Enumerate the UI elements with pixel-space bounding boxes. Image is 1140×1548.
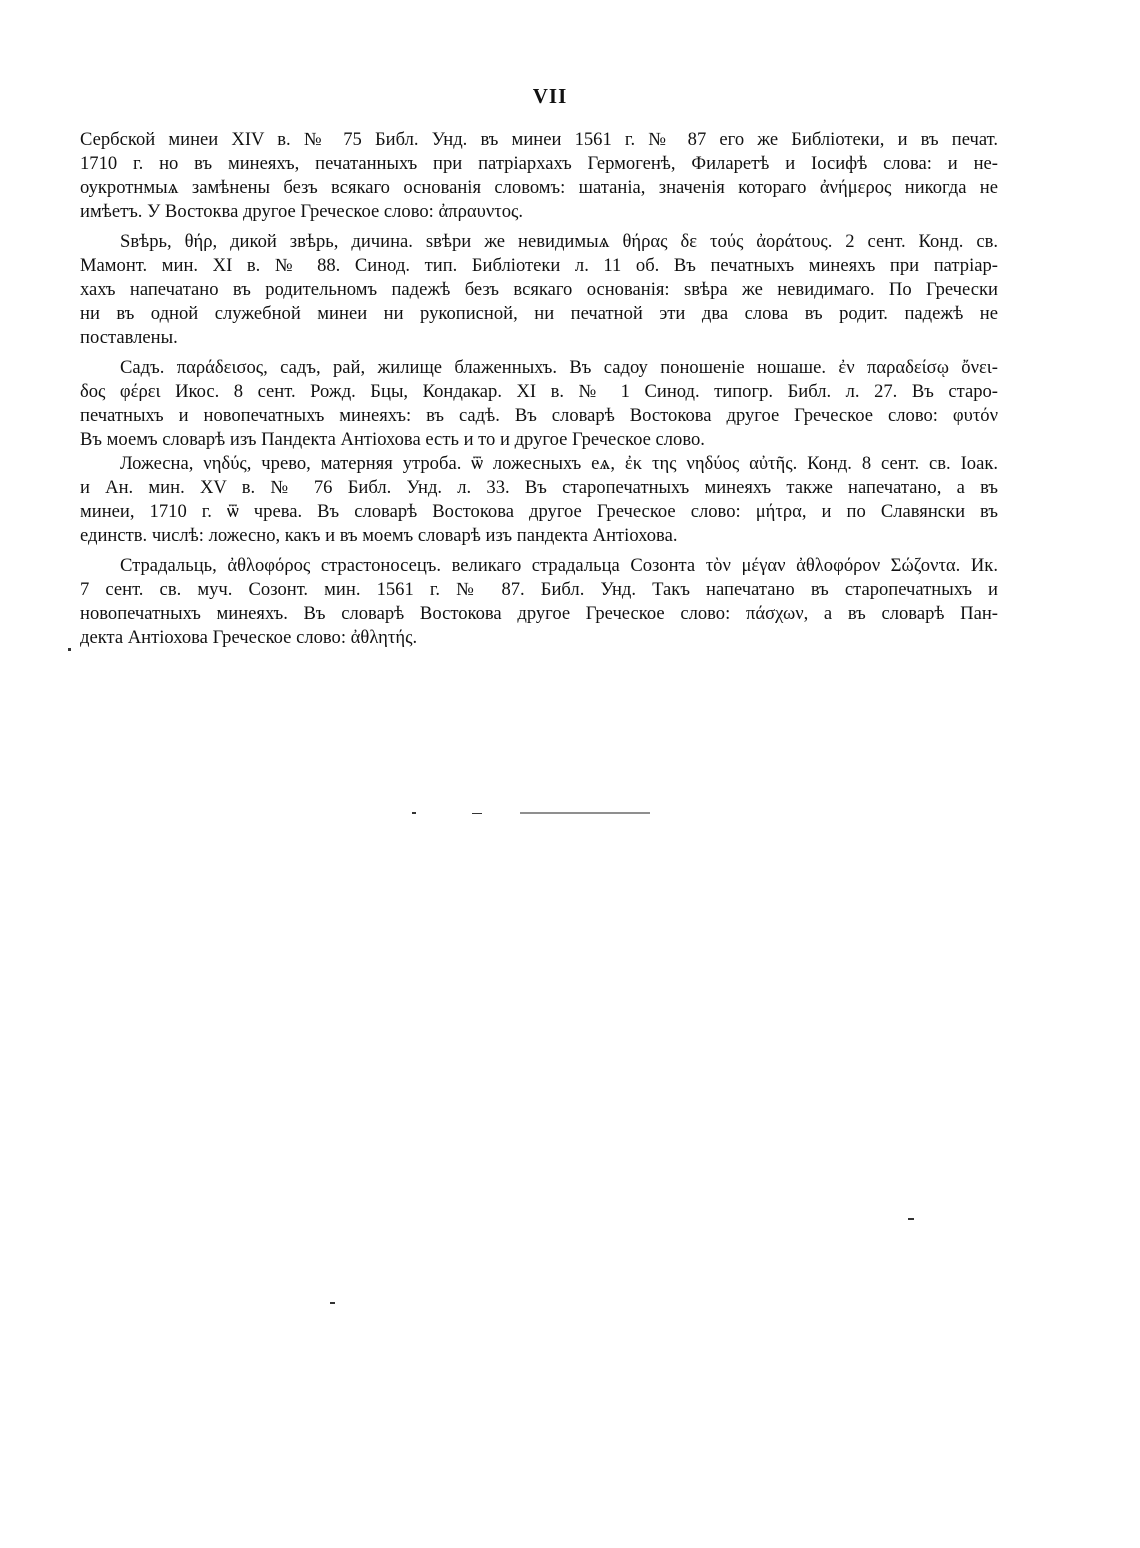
text-line: минеи, 1710 г. ѿ чрева. Въ словарѣ Востокова другое Греческое слово: μήτρα, и по Славянски въ <box>80 501 998 522</box>
text-line: новопечатныхъ минеяхъ. Въ словарѣ Востокова другое Греческое слово: πάσχων, а въ словарѣ Пан- <box>80 603 998 624</box>
page-number: VII <box>532 84 568 108</box>
text-line: Страдальць, ἀθλοφόρος страстоносецъ. великаго страдальца Созонта τὸν μέγαν ἀθλοφόρον Σώζοντα. Ик. <box>120 555 998 576</box>
text-line: Въ моемъ словарѣ изъ Пандекта Антіохова есть и то и другое Греческое слово. <box>80 429 705 450</box>
paragraph <box>80 554 998 650</box>
text-line: δος φέρει Икос. 8 сент. Рожд. Бцы, Кондакар. XI в. № 1 Синод. типогр. Библ. л. 27. Въ старо- <box>80 381 998 402</box>
text-line: Садъ. παράδεισος, садъ, рай, жилище блаженныхъ. Въ садоу поношеніе ношаше. ἐν παραδείσῳ ὄνει- <box>120 357 998 378</box>
text-line: оукротнмыѧ замѣнены безъ всякаго основанія словомъ: шатаніа, значенія котораго ἀνήμερος никогда не <box>80 177 998 198</box>
scan-artifact <box>520 812 650 814</box>
text-line: декта Антіохова Греческое слово: ἀθλητής. <box>80 627 418 648</box>
paragraph <box>80 356 998 452</box>
document-body <box>80 128 998 650</box>
text-line: Сербской минеи XIV в. № 75 Библ. Унд. въ минеи 1561 г. № 87 его же Библіотеки, и въ печат. <box>80 129 998 150</box>
text-line: 7 сент. св. муч. Созонт. мин. 1561 г. № 87. Библ. Унд. Такъ напечатано въ старопечатныхъ и <box>80 579 998 600</box>
scan-artifact <box>908 1218 914 1220</box>
paragraph <box>80 452 998 548</box>
scan-artifact <box>472 813 482 814</box>
text-line: поставлены. <box>80 327 178 348</box>
scan-artifact <box>412 812 416 814</box>
scan-artifact <box>330 1302 335 1304</box>
scan-artifact <box>68 648 71 651</box>
text-line: хахъ напечатано въ родительномъ падежѣ безъ всякаго основанія: ѕвѣра же невидимаго. По Гречески <box>80 279 998 300</box>
text-line: ни въ одной служебной минеи ни рукописной, ни печатной эти два слова въ родит. падежѣ не <box>80 303 998 324</box>
text-line: печатныхъ и новопечатныхъ минеяхъ: въ садѣ. Въ словарѣ Востокова другое Греческое слово: φυτόν <box>80 405 998 426</box>
text-line: Ложесна, νηδύς, чрево, матерняя утроба. ѿ ложесныхъ еѧ, ἐκ της νηδύος αὐτῆς. Конд. 8 сент. св. Іоак. <box>120 453 998 474</box>
text-line: единств. числѣ: ложесно, какъ и въ моемъ словарѣ изъ пандекта Антіохова. <box>80 525 678 546</box>
text-line: Мамонт. мин. XI в. № 88. Синод. тип. Библіотеки л. 11 об. Въ печатныхъ минеяхъ при патріар- <box>80 255 998 276</box>
text-line: имѣетъ. У Востоква другое Греческое слово: ἀπραυντος. <box>80 201 524 222</box>
text-line: и Ан. мин. XV в. № 76 Библ. Унд. л. 33. Въ старопечатныхъ минеяхъ также напечатано, а въ <box>80 477 998 498</box>
paragraph <box>80 128 998 224</box>
text-line: Ѕвѣрь, θήρ, дикой звѣрь, дичина. ѕвѣри же невидимыѧ θήρας δε τούς ἀοράτους. 2 сент. Конд. св. <box>120 231 998 252</box>
text-line: 1710 г. но въ минеяхъ, печатанныхъ при патріархахъ Гермогенѣ, Филаретѣ и Іосифѣ слова: и не- <box>80 153 998 174</box>
paragraph <box>80 230 998 350</box>
